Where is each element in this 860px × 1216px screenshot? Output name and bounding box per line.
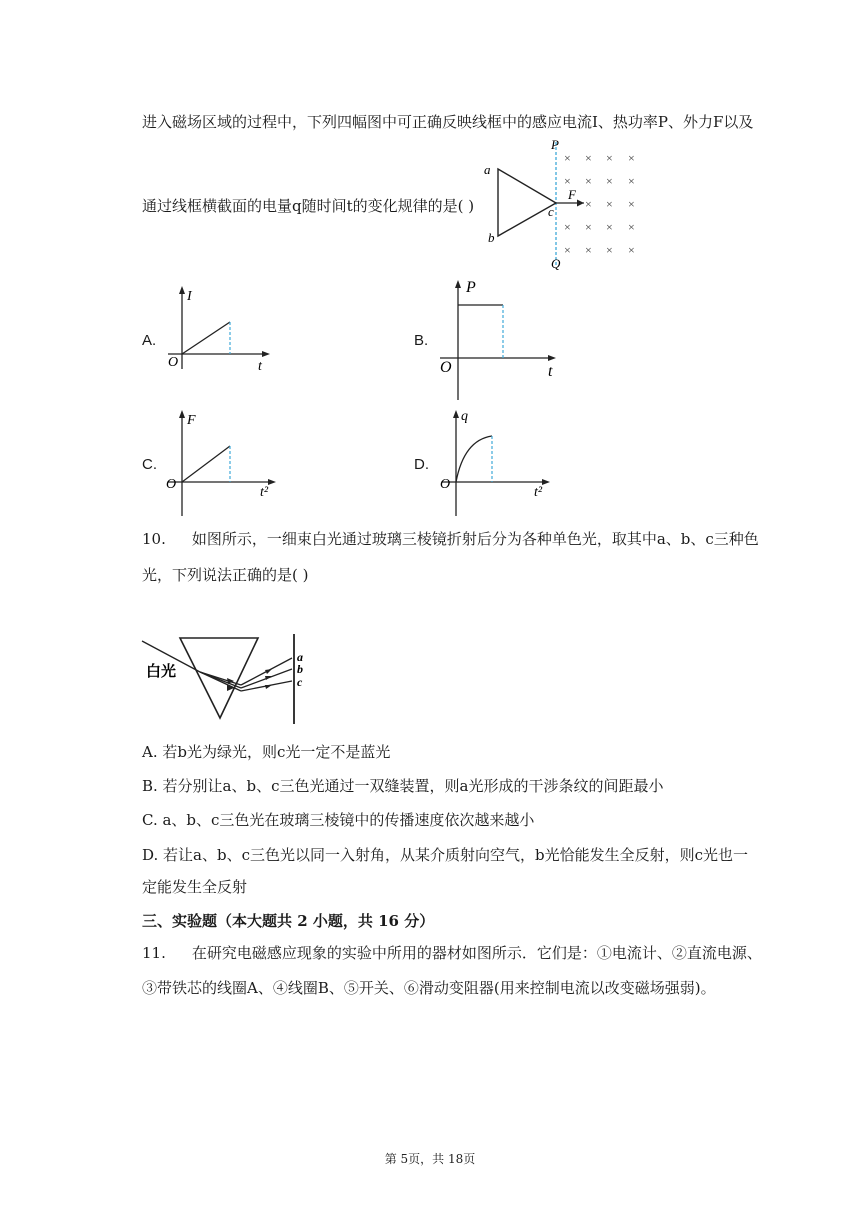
field-x-mark: × (585, 197, 592, 211)
field-x-mark: × (606, 197, 613, 211)
q9-fig-label-P: P (551, 137, 559, 152)
q9-option-b-letter: B. (414, 332, 429, 349)
field-x-mark: × (606, 151, 613, 165)
q9-option-a-graph (160, 284, 280, 374)
q9-option-a-y-label: I (187, 289, 192, 304)
field-x-mark: × (628, 174, 635, 188)
field-x-mark: × (606, 174, 613, 188)
q9-option-d-x-label: t² (534, 485, 543, 500)
field-x-mark: × (628, 151, 635, 165)
q9-option-b-y-label: P (466, 279, 476, 296)
q10-line-2: 光，下列说法正确的是( ) (142, 566, 309, 584)
section-3-heading: 三、实验题（本大题共 2 小题，共 16 分） (142, 912, 435, 930)
q9-option-b-origin: O (440, 359, 452, 376)
field-x-mark: × (585, 151, 592, 165)
q9-fig-label-b: b (488, 230, 495, 245)
q10-option-a: A. 若b光为绿光，则c光一定不是蓝光 (142, 743, 391, 761)
q9-option-c-origin: O (166, 477, 177, 492)
field-x-mark: × (585, 243, 592, 257)
q9-fig-label-c: c (548, 204, 554, 219)
q10-option-b: B. 若分别让a、b、c三色光通过一双缝装置，则a光形成的干涉条纹的间距最小 (142, 777, 664, 795)
q10-fig-label-a: a (297, 650, 303, 664)
field-x-mark: × (564, 174, 571, 188)
field-x-mark: × (585, 220, 592, 234)
q10-prism-figure (138, 632, 318, 728)
field-x-mark: × (628, 197, 635, 211)
q10-fig-label-c: c (297, 675, 303, 689)
q10-number: 10. (142, 530, 166, 548)
field-x-mark: × (606, 243, 613, 257)
field-x-mark: × (564, 151, 571, 165)
q9-line-1: 进入磁场区域的过程中，下列四幅图中可正确反映线框中的感应电流I、热功率P、外力F以及 (142, 113, 754, 131)
q10-fig-white-light: 白光 (146, 664, 177, 680)
field-x-mark: × (564, 243, 571, 257)
q9-option-d-origin: O (440, 477, 451, 492)
q10-stem: 如图所示，一细束白光通过玻璃三棱镜折射后分为各种单色光，取其中a、b、c三种色 (191, 530, 759, 548)
q10-option-c: C. a、b、c三色光在玻璃三棱镜中的传播速度依次越来越小 (142, 811, 535, 829)
q9-fig-label-Q: Q (551, 256, 561, 271)
q9-option-d-letter: D. (414, 456, 429, 473)
field-x-mark: × (585, 174, 592, 188)
q9-fig-label-a: a (484, 162, 491, 177)
q10-option-d-line-1: D. 若让a、b、c三色光以同一入射角，从某介质射向空气，b光恰能发生全反射，则c光也一 (142, 846, 748, 864)
q11-line-1 (142, 943, 762, 963)
q9-option-c-graph (160, 404, 290, 520)
q9-option-a-x-label: t (258, 359, 262, 374)
q11-line-2: ③带铁芯的线圈A、④线圈B、⑤开关、⑥滑动变阻器(用来控制电流以改变磁场强弱)。 (142, 979, 716, 997)
q9-option-a-letter: A. (142, 332, 157, 349)
q9-line-2: 通过线框横截面的电量q随时间t的变化规律的是( ) (142, 197, 475, 215)
q10-line-1 (142, 529, 759, 549)
q9-option-d-y-label: q (461, 409, 468, 424)
q9-option-d-graph (434, 404, 564, 520)
field-x-mark: × (628, 243, 635, 257)
q10-fig-label-b: b (297, 662, 303, 676)
q9-option-a-origin: O (168, 355, 179, 370)
q9-option-c-letter: C. (142, 456, 157, 473)
q9-option-c-x-label: t² (260, 485, 269, 500)
q9-option-b-x-label: t (548, 363, 553, 380)
q10-option-d-line-2: 定能发生全反射 (142, 878, 248, 896)
q11-stem: 在研究电磁感应现象的实验中所用的器材如图所示．它们是：①电流计、②直流电源、 (191, 944, 762, 962)
q9-option-b-graph (430, 276, 570, 404)
q11-number: 11. (142, 944, 166, 962)
q9-fig-label-F: F (568, 187, 576, 202)
page-footer: 第 5页，共 18页 (384, 1152, 476, 1166)
field-x-mark: × (564, 220, 571, 234)
field-x-mark: × (606, 220, 613, 234)
q9-frame-figure (480, 136, 650, 272)
field-x-mark: × (628, 220, 635, 234)
q9-option-c-y-label: F (187, 413, 196, 428)
